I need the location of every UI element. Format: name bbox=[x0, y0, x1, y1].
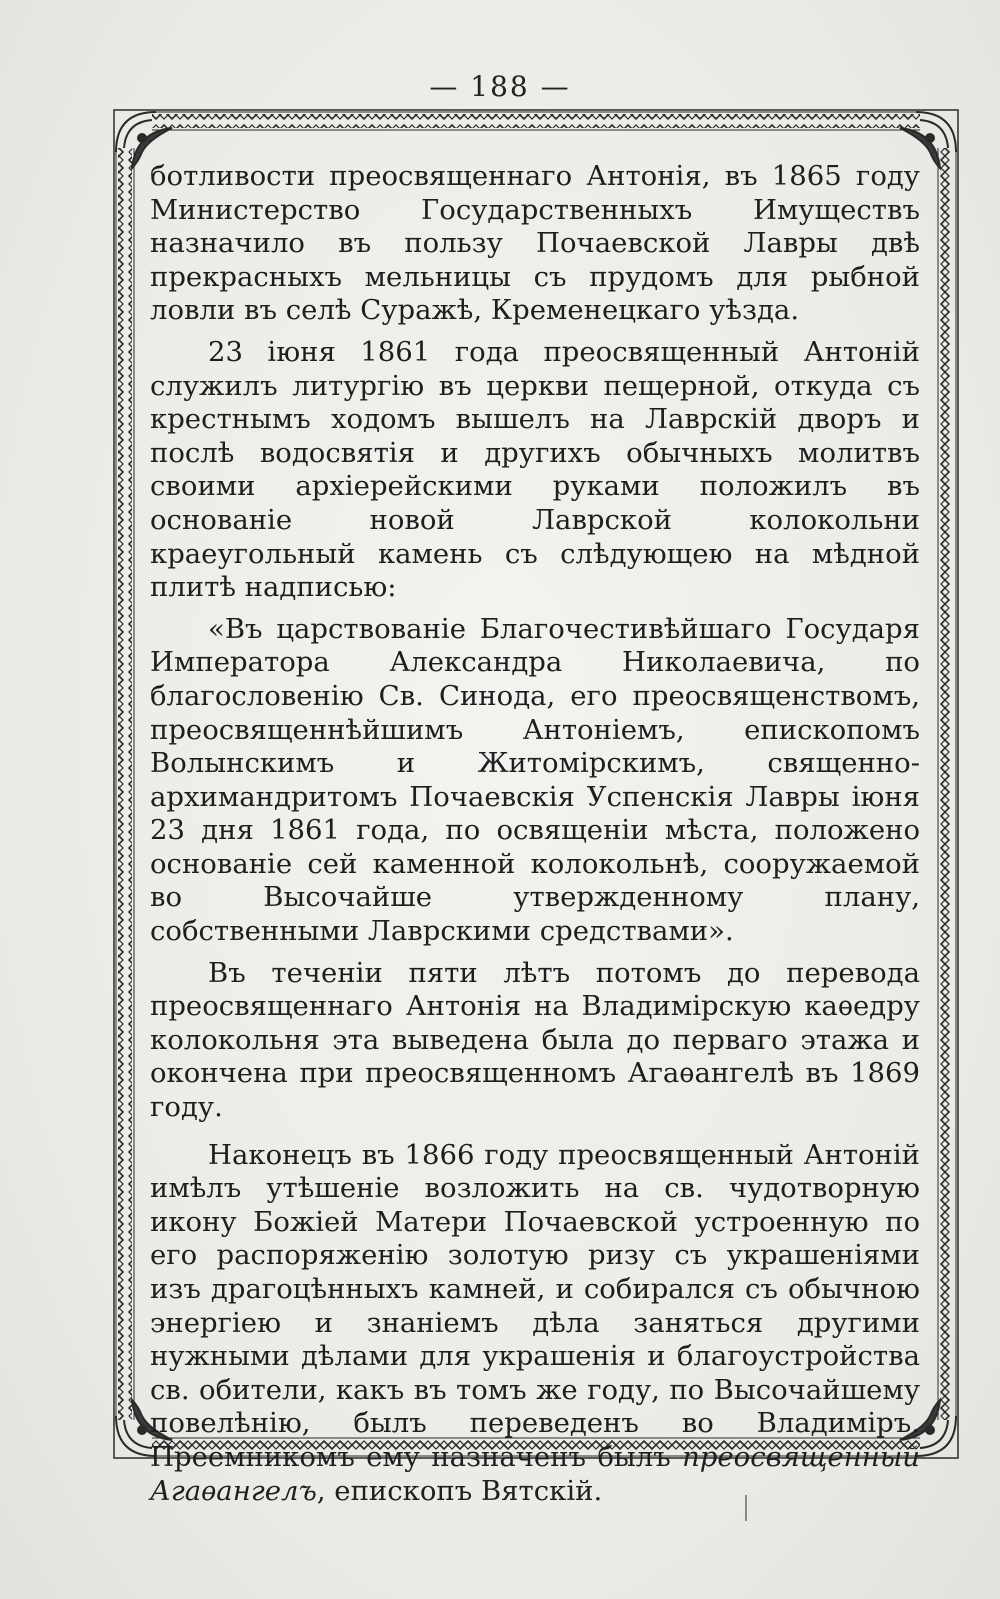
italic-name: преосвященный Агаѳангелъ bbox=[150, 1440, 920, 1507]
page-number: — 188 — bbox=[429, 70, 571, 103]
inscription-paragraph: «Въ царствованіе Благочестивѣйшаго Государя Императора Александра Николаевича, по благословенію Св. Синода, его преосвященствомъ, преосвященнѣйшимъ Антоніемъ, епископомъ Волынскимъ и Житомірскимъ, священно-архимандритомъ Почаевскія Успенскія Лавры іюня 23 дня 1861 года, по освященіи мѣста, положено основаніе сей каменной колокольнѣ, сооружаемой во Высочайше утвержденному плану, собственными Лаврскими средствами». bbox=[150, 612, 920, 948]
paragraph-1: ботливости преосвященнаго Антонія, въ 1865 году Министерство Государственныхъ Имуществъ назначило въ пользу Почаевской Лавры двѣ прекрасныхъ мельницы съ прудомъ для рыбной ловли въ селѣ Суражѣ, Кременецкаго уѣзда. bbox=[150, 160, 920, 327]
page-mark bbox=[745, 1495, 747, 1521]
paragraph-5-text: Наконецъ въ 1866 году преосвященный Антоній имѣлъ утѣшеніе возложить на св. чудотворную икону Божіей Матери Почаевской устроенную по его распоряженію золотую ризу съ украшеніями изъ драгоцѣнныхъ камней, и собирался съ обычною энергіею и знаніемъ дѣла заняться другими нужными дѣлами для украшенія и благоустройства св. обители, какъ въ томъ же году, по Высочайшему повелѣнію, былъ переведенъ во Владиміръ. Преемникомъ ему назначенъ былъ bbox=[150, 1138, 920, 1473]
paragraph-5-tail: , епископъ Вятскій. bbox=[316, 1474, 603, 1507]
paragraph-4: Въ теченіи пяти лѣтъ потомъ до перевода преосвященнаго Антонія на Владимірскую каѳедру колокольня эта выведена была до перваго этажа и окончена при преосвященномъ Агаѳангелѣ въ 1869 году. bbox=[150, 956, 920, 1124]
paragraph-2: 23 іюня 1861 года преосвященный Антоній служилъ литургію въ церкви пещерной, откуда съ крестнымъ ходомъ вышелъ на Лаврскій дворъ и послѣ водосвятія и другихъ обычныхъ молитвъ своими архіерейскими руками положилъ въ основаніе новой Лаврской колокольни краеугольный камень съ слѣдующею на мѣдной плитѣ надписью: bbox=[150, 335, 920, 604]
body-text bbox=[150, 160, 920, 1508]
paragraph-5 bbox=[150, 1139, 920, 1509]
